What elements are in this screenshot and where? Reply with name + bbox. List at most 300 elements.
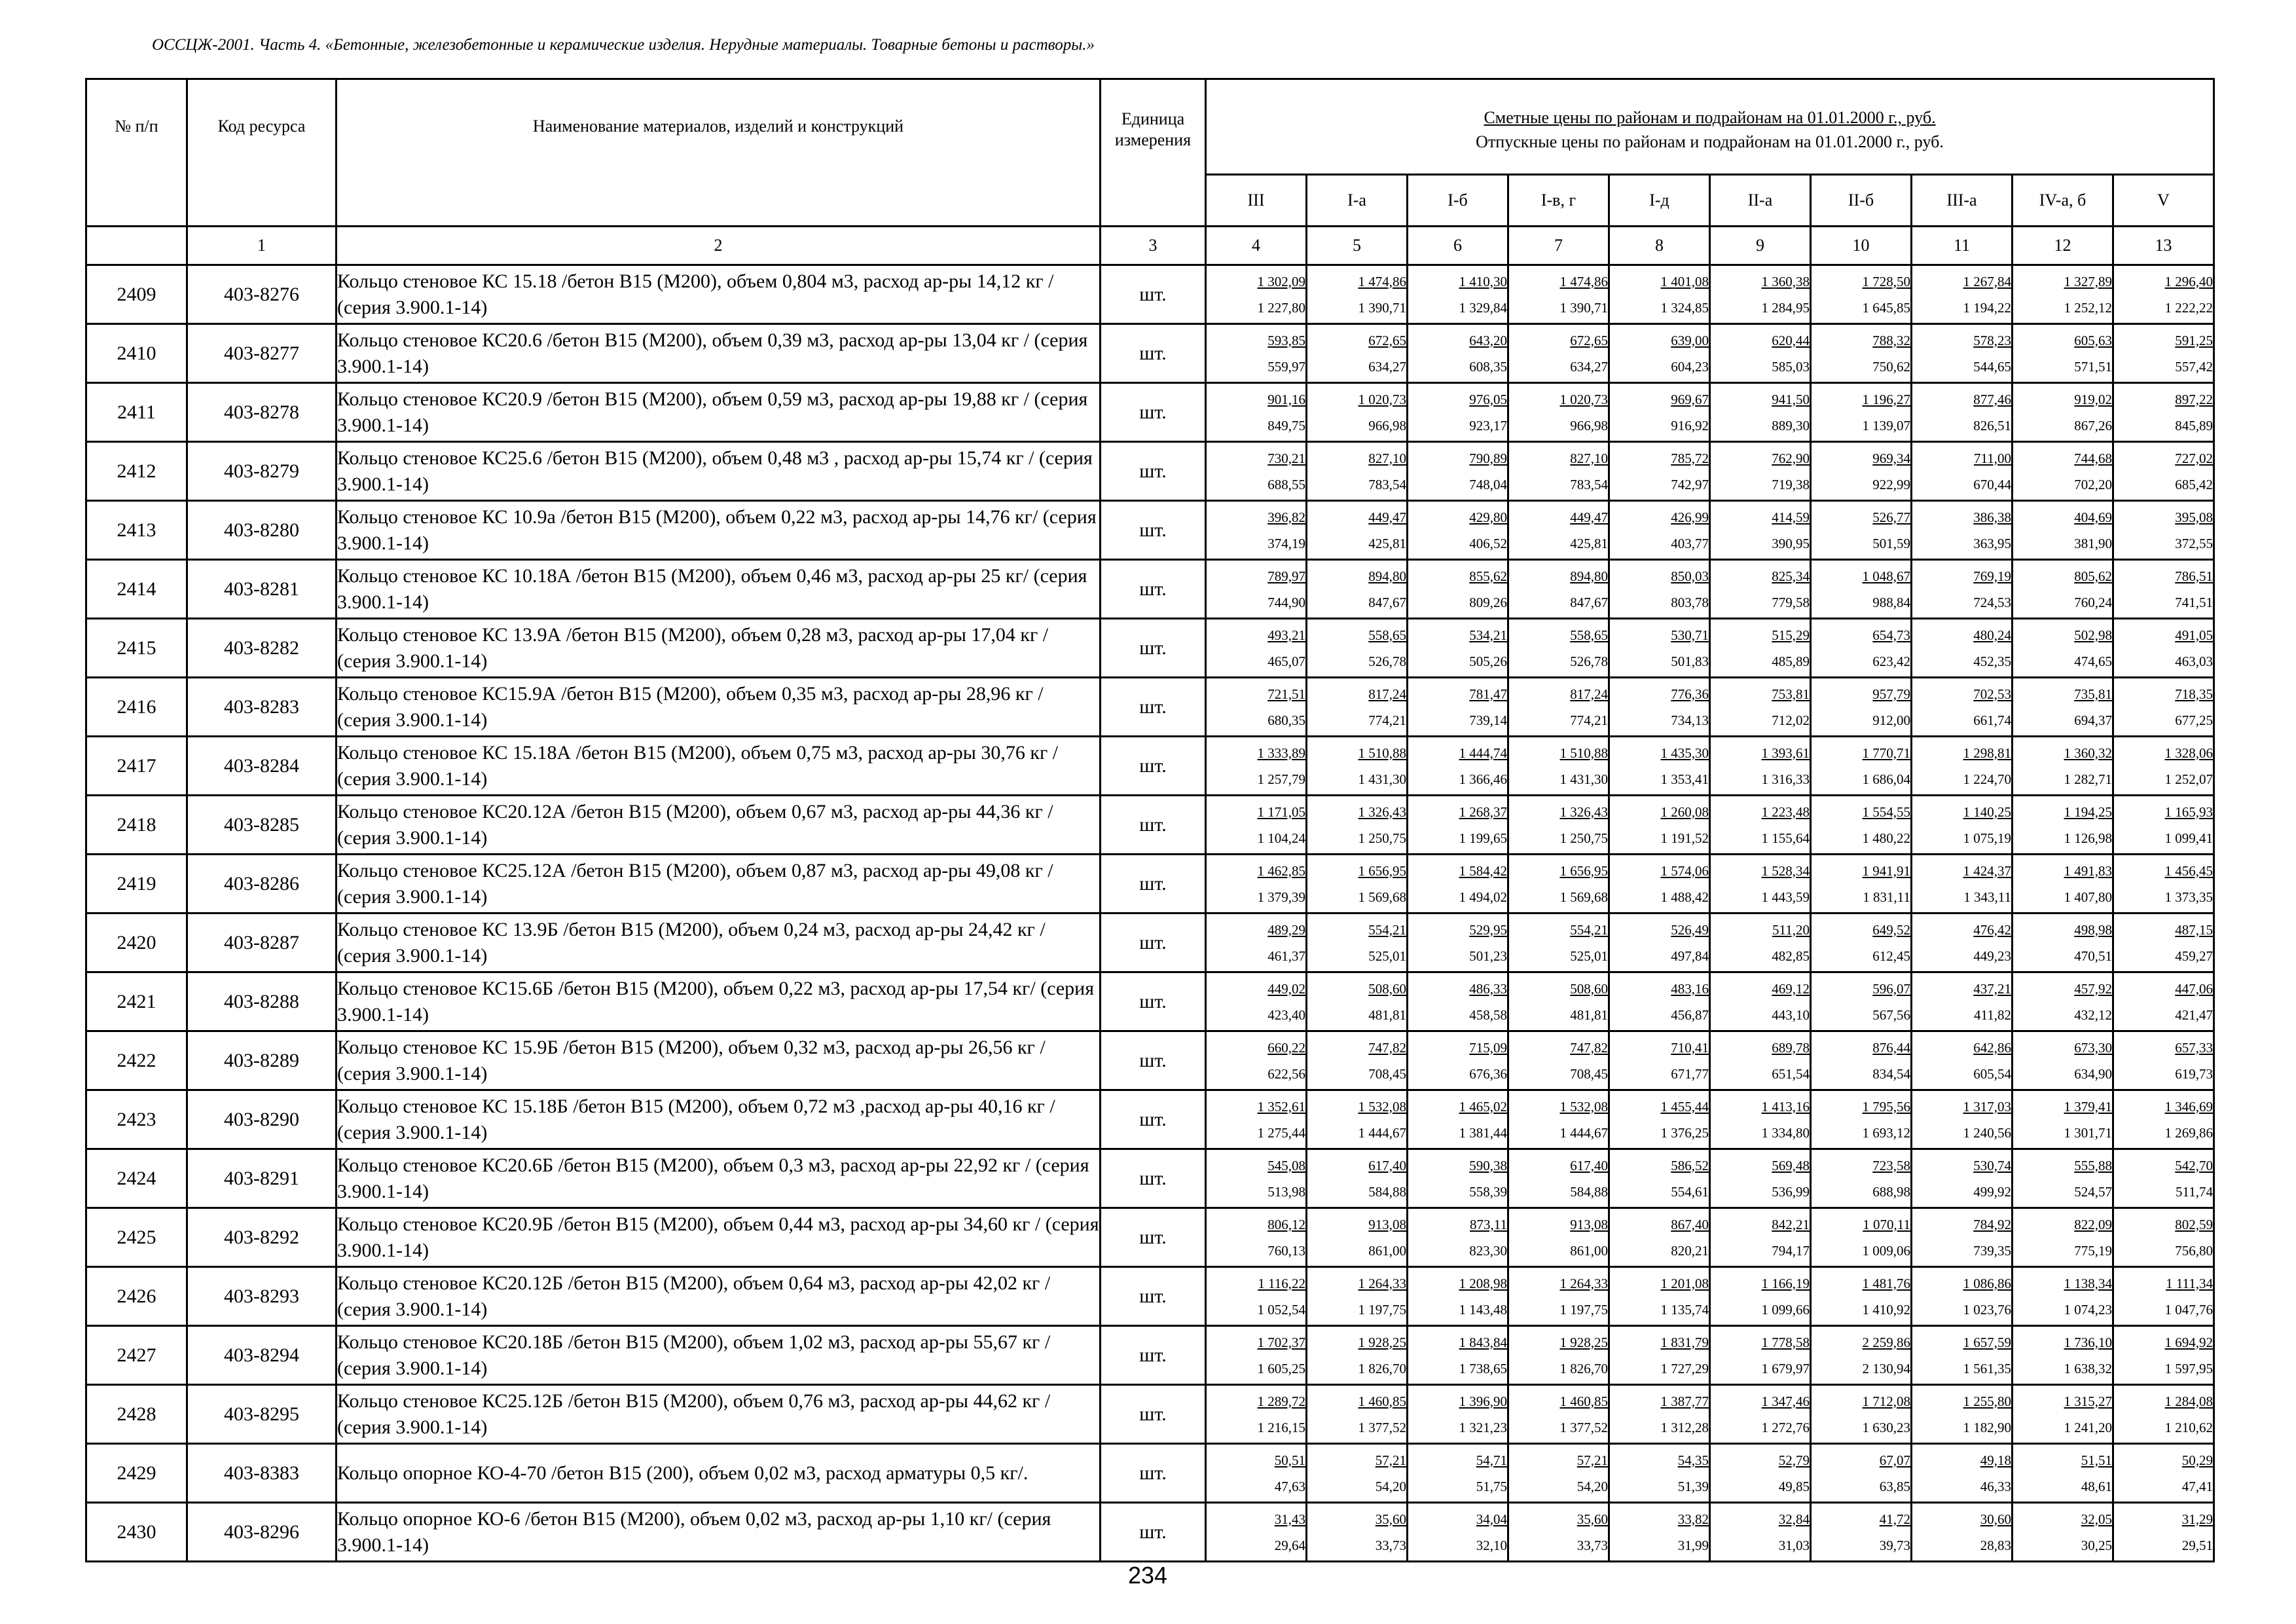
wholesale-price: 1 407,80: [2064, 889, 2112, 905]
estimate-price: 1 255,80: [1963, 1393, 2011, 1409]
estimate-price: 642,86: [1973, 1039, 2011, 1056]
price-cell: [1206, 383, 1307, 442]
wholesale-price: 739,14: [1469, 712, 1507, 728]
wholesale-price: 54,20: [1375, 1478, 1406, 1494]
estimate-price: 711,00: [1974, 450, 2011, 466]
unit-of-measure: шт.: [1101, 737, 1206, 796]
prices-caption-estimate: Сметные цены по районам и подрайонам на 01.01.2000 г., руб.: [1484, 108, 1936, 128]
estimate-price: 530,74: [1973, 1157, 2011, 1173]
price-cell: [1408, 1385, 1508, 1444]
price-cell: [1206, 1444, 1307, 1503]
price-cell: [1508, 619, 1609, 678]
estimate-price: 1 289,72: [1257, 1393, 1305, 1409]
row-number: 2429: [86, 1444, 187, 1503]
wholesale-price: 1 074,23: [2064, 1301, 2112, 1318]
price-cell: [1912, 560, 2013, 619]
wholesale-price: 554,61: [1671, 1183, 1709, 1200]
price-cell: [1811, 972, 1912, 1031]
wholesale-price: 1 047,76: [2164, 1301, 2214, 1318]
column-number: 4: [1206, 227, 1307, 265]
price-cell: [1508, 855, 1609, 913]
estimate-price: 877,46: [1973, 391, 2011, 407]
wholesale-price: 670,44: [1973, 476, 2011, 492]
row-number: 2415: [86, 619, 187, 678]
material-name: Кольцо стеновое КС25.6 /бетон В15 (М200), объем 0,48 м3 , расход ар-ры 15,74 кг / (серия 3.900.1-14): [337, 442, 1101, 501]
wholesale-price: 465,07: [1267, 653, 1305, 669]
price-cell: [1206, 1385, 1307, 1444]
estimate-price: 762,90: [1772, 450, 1810, 466]
estimate-price: 649,52: [1872, 921, 1910, 938]
price-cell: [1912, 324, 2013, 383]
price-cell: [1912, 1385, 2013, 1444]
price-cell: [1710, 560, 1811, 619]
wholesale-price: 634,90: [2074, 1065, 2112, 1082]
price-cell: [1609, 796, 1710, 855]
resource-code: 403-8276: [187, 265, 337, 324]
wholesale-price: 623,42: [1872, 653, 1910, 669]
price-cell: [1912, 796, 2013, 855]
estimate-price: 1 778,58: [1761, 1334, 1810, 1350]
price-cell: [1206, 1090, 1307, 1149]
material-name: Кольцо стеновое КС20.6Б /бетон В15 (М200), объем 0,3 м3, расход ар-ры 22,92 кг / (серия 3.900.1-14): [337, 1149, 1101, 1208]
wholesale-price: 634,27: [1570, 358, 1608, 375]
price-cell: [1508, 737, 1609, 796]
estimate-price: 1 020,73: [1358, 391, 1406, 407]
wholesale-price: 1 052,54: [1257, 1301, 1305, 1318]
wholesale-price: 677,25: [2175, 712, 2214, 728]
wholesale-price: 922,99: [1872, 476, 1910, 492]
price-cell: [1811, 796, 1912, 855]
estimate-price: 1 111,34: [2166, 1275, 2214, 1291]
estimate-price: 1 201,08: [1660, 1275, 1709, 1291]
price-cell: [1206, 560, 1307, 619]
price-cell: [2013, 619, 2113, 678]
price-cell: [1710, 1385, 1811, 1444]
region-header: III-а: [1912, 174, 2013, 226]
unit-of-measure: шт.: [1101, 1208, 1206, 1267]
estimate-price: 34,04: [1476, 1511, 1507, 1527]
estimate-price: 802,59: [2175, 1216, 2214, 1232]
estimate-price: 498,98: [2074, 921, 2112, 938]
table-row: [86, 1149, 2214, 1208]
wholesale-price: 1 301,71: [2064, 1124, 2112, 1141]
price-cell: [1408, 1090, 1508, 1149]
estimate-price: 449,02: [1267, 980, 1305, 997]
price-cell: [1307, 1326, 1408, 1385]
resource-code: 403-8291: [187, 1149, 337, 1208]
price-cell: [2113, 501, 2214, 560]
estimate-price: 396,82: [1267, 509, 1305, 525]
wholesale-price: 557,42: [2175, 358, 2214, 375]
price-cell: [1408, 383, 1508, 442]
column-number-row: [86, 227, 2214, 265]
estimate-price: 702,53: [1973, 686, 2011, 702]
page-number: 234: [1127, 1562, 1168, 1589]
wholesale-price: 1 216,15: [1257, 1419, 1305, 1435]
price-cell: [2113, 972, 2214, 1031]
wholesale-price: 849,75: [1267, 417, 1305, 434]
estimate-price: 789,97: [1267, 568, 1305, 584]
price-cell: [1912, 1503, 2013, 1562]
price-cell: [2013, 442, 2113, 501]
price-cell: [2113, 1090, 2214, 1149]
estimate-price: 529,95: [1469, 921, 1507, 938]
price-cell: [1609, 1208, 1710, 1267]
price-cell: [1508, 1267, 1609, 1326]
price-cell: [1307, 913, 1408, 972]
estimate-price: 827,10: [1368, 450, 1406, 466]
row-number: 2426: [86, 1267, 187, 1326]
price-cell: [1508, 501, 1609, 560]
price-cell: [1508, 972, 1609, 1031]
wholesale-price: 1 379,39: [1257, 889, 1305, 905]
price-cell: [1710, 383, 1811, 442]
estimate-price: 855,62: [1469, 568, 1507, 584]
price-cell: [2013, 265, 2113, 324]
price-cell: [1307, 442, 1408, 501]
price-cell: [2013, 501, 2113, 560]
price-cell: [2013, 1031, 2113, 1090]
row-number: 2419: [86, 855, 187, 913]
col-header-prices: [1206, 79, 2214, 175]
wholesale-price: 1 194,22: [1963, 299, 2011, 316]
material-name: Кольцо стеновое КС 15.18Б /бетон В15 (М200), объем 0,72 м3 ,расход ар-ры 40,16 кг / (серия 3.900.1-14): [337, 1090, 1101, 1149]
wholesale-price: 584,88: [1368, 1183, 1406, 1200]
region-header: IV-а, б: [2013, 174, 2113, 226]
table-row: [86, 442, 2214, 501]
price-cell: [1710, 1208, 1811, 1267]
estimate-price: 578,23: [1973, 332, 2011, 348]
estimate-price: 476,42: [1973, 921, 2011, 938]
wholesale-price: 834,54: [1872, 1065, 1910, 1082]
price-cell: [2113, 678, 2214, 737]
wholesale-price: 966,98: [1570, 417, 1608, 434]
estimate-price: 590,38: [1469, 1157, 1507, 1173]
wholesale-price: 1 826,70: [1358, 1360, 1406, 1376]
wholesale-price: 1 199,65: [1459, 830, 1507, 846]
document-header: ОССЦЖ-2001. Часть 4. «Бетонные, железобетонные и керамические изделия. Нерудные материалы. Товарные бетоны и растворы.»: [152, 36, 1095, 54]
region-header: I-в, г: [1508, 174, 1609, 226]
price-cell: [1710, 501, 1811, 560]
estimate-price: 957,79: [1872, 686, 1910, 702]
wholesale-price: 1 104,24: [1257, 830, 1305, 846]
wholesale-price: 2 130,94: [1862, 1360, 1910, 1376]
wholesale-price: 1 197,75: [1358, 1301, 1406, 1318]
wholesale-price: 443,10: [1772, 1006, 1810, 1023]
resource-code: 403-8278: [187, 383, 337, 442]
price-cell: [2013, 737, 2113, 796]
wholesale-price: 1 272,76: [1761, 1419, 1810, 1435]
table-row: [86, 855, 2214, 913]
estimate-price: 805,62: [2074, 568, 2112, 584]
estimate-price: 491,05: [2175, 627, 2214, 643]
wholesale-price: 33,73: [1375, 1537, 1406, 1553]
estimate-price: 1 491,83: [2064, 862, 2112, 879]
estimate-price: 1 413,16: [1761, 1098, 1810, 1115]
wholesale-price: 1 480,22: [1862, 830, 1910, 846]
price-cell: [2113, 855, 2214, 913]
estimate-price: 1 298,81: [1963, 745, 2011, 761]
price-cell: [1609, 619, 1710, 678]
wholesale-price: 470,51: [2074, 948, 2112, 964]
price-cell: [1811, 442, 1912, 501]
estimate-price: 558,65: [1570, 627, 1608, 643]
wholesale-price: 1 390,71: [1358, 299, 1406, 316]
wholesale-price: 1 126,98: [2064, 830, 2112, 846]
resource-code: 403-8279: [187, 442, 337, 501]
estimate-price: 35,60: [1576, 1511, 1608, 1527]
price-cell: [1609, 1149, 1710, 1208]
estimate-price: 1 401,08: [1660, 273, 1709, 289]
estimate-price: 1 410,30: [1459, 273, 1507, 289]
estimate-price: 32,84: [1778, 1511, 1810, 1527]
price-cell: [1508, 1031, 1609, 1090]
wholesale-price: 966,98: [1368, 417, 1406, 434]
estimate-price: 447,06: [2175, 980, 2214, 997]
estimate-price: 449,47: [1570, 509, 1608, 525]
wholesale-price: 425,81: [1368, 535, 1406, 551]
price-cell: [2113, 913, 2214, 972]
row-number: 2412: [86, 442, 187, 501]
wholesale-price: 31,03: [1778, 1537, 1810, 1553]
material-name: Кольцо стеновое КС20.9Б /бетон В15 (М200), объем 0,44 м3, расход ар-ры 34,60 кг / (серия 3.900.1-14): [337, 1208, 1101, 1267]
price-cell: [1912, 265, 2013, 324]
price-cell: [1508, 1208, 1609, 1267]
wholesale-price: 406,52: [1469, 535, 1507, 551]
estimate-price: 487,15: [2175, 921, 2214, 938]
table-row: [86, 560, 2214, 619]
wholesale-price: 463,03: [2175, 653, 2214, 669]
wholesale-price: 1 376,25: [1660, 1124, 1709, 1141]
price-cell: [2113, 1031, 2214, 1090]
wholesale-price: 912,00: [1872, 712, 1910, 728]
price-cell: [1206, 1031, 1307, 1090]
estimate-price: 57,21: [1576, 1452, 1608, 1468]
estimate-price: 1 831,79: [1660, 1334, 1709, 1350]
column-number-blank: [86, 227, 187, 265]
price-cell: [1408, 1031, 1508, 1090]
price-cell: [2013, 1503, 2113, 1562]
wholesale-price: 1 381,44: [1459, 1124, 1507, 1141]
price-cell: [1811, 1031, 1912, 1090]
price-cell: [1912, 678, 2013, 737]
price-cell: [1307, 972, 1408, 1031]
estimate-price: 657,33: [2175, 1039, 2214, 1056]
price-cell: [1912, 1444, 2013, 1503]
wholesale-price: 30,25: [2081, 1537, 2112, 1553]
estimate-price: 976,05: [1469, 391, 1507, 407]
price-cell: [2113, 1503, 2214, 1562]
estimate-price: 1 694,92: [2164, 1334, 2214, 1350]
estimate-price: 788,32: [1872, 332, 1910, 348]
resource-code: 403-8289: [187, 1031, 337, 1090]
price-cell: [1206, 501, 1307, 560]
price-cell: [1609, 1444, 1710, 1503]
estimate-price: 1 393,61: [1761, 745, 1810, 761]
wholesale-price: 661,74: [1973, 712, 2011, 728]
estimate-price: 1 326,43: [1358, 803, 1406, 820]
wholesale-price: 49,85: [1778, 1478, 1810, 1494]
wholesale-price: 1 227,80: [1257, 299, 1305, 316]
price-cell: [2113, 796, 2214, 855]
wholesale-price: 861,00: [1570, 1242, 1608, 1259]
price-cell: [2113, 737, 2214, 796]
estimate-price: 1 352,61: [1257, 1098, 1305, 1115]
wholesale-price: 511,74: [2176, 1183, 2214, 1200]
wholesale-price: 48,61: [2081, 1478, 2112, 1494]
estimate-price: 508,60: [1570, 980, 1608, 997]
region-header: II-б: [1811, 174, 1912, 226]
price-cell: [1508, 796, 1609, 855]
price-cell: [1710, 796, 1811, 855]
estimate-price: 620,44: [1772, 332, 1810, 348]
wholesale-price: 524,57: [2074, 1183, 2112, 1200]
price-cell: [2113, 1444, 2214, 1503]
price-cell: [1811, 324, 1912, 383]
wholesale-price: 481,81: [1368, 1006, 1406, 1023]
price-cell: [1811, 1503, 1912, 1562]
price-cell: [1710, 1149, 1811, 1208]
wholesale-price: 456,87: [1671, 1006, 1709, 1023]
unit-of-measure: шт.: [1101, 619, 1206, 678]
price-cell: [1408, 913, 1508, 972]
estimate-price: 1 165,93: [2164, 803, 2214, 820]
table-row: [86, 324, 2214, 383]
wholesale-price: 1 241,20: [2064, 1419, 2112, 1435]
resource-code: 403-8281: [187, 560, 337, 619]
estimate-price: 54,71: [1476, 1452, 1507, 1468]
wholesale-price: 1 143,48: [1459, 1301, 1507, 1318]
table-row: [86, 265, 2214, 324]
price-cell: [2113, 383, 2214, 442]
wholesale-price: 1 377,52: [1358, 1419, 1406, 1435]
estimate-price: 1 460,85: [1559, 1393, 1608, 1409]
price-cell: [1811, 1149, 1912, 1208]
wholesale-price: 403,77: [1671, 535, 1709, 551]
wholesale-price: 1 099,41: [2164, 830, 2214, 846]
estimate-price: 873,11: [1470, 1216, 1507, 1232]
price-cell: [1307, 1385, 1408, 1444]
price-cell: [1710, 324, 1811, 383]
estimate-price: 769,19: [1973, 568, 2011, 584]
wholesale-price: 1 826,70: [1559, 1360, 1608, 1376]
estimate-price: 54,35: [1677, 1452, 1709, 1468]
price-cell: [2013, 1090, 2113, 1149]
wholesale-price: 28,83: [1980, 1537, 2011, 1553]
wholesale-price: 702,20: [2074, 476, 2112, 492]
table-row: [86, 913, 2214, 972]
table-row: [86, 383, 2214, 442]
material-name: Кольцо стеновое КС25.12А /бетон В15 (М200), объем 0,87 м3, расход ар-ры 49,08 кг / (серия 3.900.1-14): [337, 855, 1101, 913]
region-header: II-а: [1710, 174, 1811, 226]
price-cell: [1710, 1267, 1811, 1326]
estimate-price: 1 584,42: [1459, 862, 1507, 879]
price-cell: [1307, 1090, 1408, 1149]
wholesale-price: 708,45: [1570, 1065, 1608, 1082]
wholesale-price: 1 240,56: [1963, 1124, 2011, 1141]
estimate-price: 1 171,05: [1257, 803, 1305, 820]
price-cell: [1408, 501, 1508, 560]
price-table: [85, 78, 2215, 1562]
estimate-price: 1 456,45: [2164, 862, 2214, 879]
wholesale-price: 861,00: [1368, 1242, 1406, 1259]
price-cell: [1408, 796, 1508, 855]
estimate-price: 542,70: [2175, 1157, 2214, 1173]
row-number: 2424: [86, 1149, 187, 1208]
price-cell: [2013, 383, 2113, 442]
unit-of-measure: шт.: [1101, 383, 1206, 442]
material-name: Кольцо стеновое КС 15.9Б /бетон В15 (М200), объем 0,32 м3, расход ар-ры 26,56 кг / (серия 3.900.1-14): [337, 1031, 1101, 1090]
price-cell: [1206, 737, 1307, 796]
wholesale-price: 1 377,52: [1559, 1419, 1608, 1435]
estimate-price: 1 208,98: [1459, 1275, 1507, 1291]
price-cell: [2113, 442, 2214, 501]
column-number: 1: [187, 227, 337, 265]
estimate-price: 50,51: [1274, 1452, 1305, 1468]
wholesale-price: 748,04: [1469, 476, 1507, 492]
wholesale-price: 47,63: [1274, 1478, 1305, 1494]
wholesale-price: 421,47: [2175, 1006, 2214, 1023]
estimate-price: 1 296,40: [2164, 273, 2214, 289]
estimate-price: 569,48: [1772, 1157, 1810, 1173]
estimate-price: 67,07: [1879, 1452, 1910, 1468]
price-cell: [1206, 265, 1307, 324]
price-cell: [1710, 737, 1811, 796]
estimate-price: 30,60: [1980, 1511, 2011, 1527]
wholesale-price: 783,54: [1368, 476, 1406, 492]
estimate-price: 554,21: [1368, 921, 1406, 938]
estimate-price: 1 795,56: [1862, 1098, 1910, 1115]
estimate-price: 747,82: [1368, 1039, 1406, 1056]
price-cell: [2013, 560, 2113, 619]
estimate-price: 1 481,76: [1862, 1275, 1910, 1291]
wholesale-price: 46,33: [1980, 1478, 2011, 1494]
estimate-price: 781,47: [1469, 686, 1507, 702]
estimate-price: 1 166,19: [1761, 1275, 1810, 1291]
wholesale-price: 432,12: [2074, 1006, 2112, 1023]
region-header: I-а: [1307, 174, 1408, 226]
wholesale-price: 608,35: [1469, 358, 1507, 375]
price-cell: [1710, 442, 1811, 501]
estimate-price: 1 070,11: [1863, 1216, 1910, 1232]
estimate-price: 825,34: [1772, 568, 1810, 584]
estimate-price: 35,60: [1375, 1511, 1406, 1527]
estimate-price: 1 140,25: [1963, 803, 2011, 820]
material-name: Кольцо стеновое КС20.12Б /бетон В15 (М200), объем 0,64 м3, расход ар-ры 42,02 кг / (серия 3.900.1-14): [337, 1267, 1101, 1326]
column-number: 8: [1609, 227, 1710, 265]
wholesale-price: 775,19: [2074, 1242, 2112, 1259]
estimate-price: 1 474,86: [1358, 273, 1406, 289]
estimate-price: 526,49: [1671, 921, 1709, 938]
wholesale-price: 501,23: [1469, 948, 1507, 964]
price-cell: [1609, 737, 1710, 796]
wholesale-price: 1 569,68: [1358, 889, 1406, 905]
table-row: [86, 1503, 2214, 1562]
wholesale-price: 680,35: [1267, 712, 1305, 728]
wholesale-price: 1 645,85: [1862, 299, 1910, 316]
estimate-price: 483,16: [1671, 980, 1709, 997]
wholesale-price: 1 693,12: [1862, 1124, 1910, 1141]
estimate-price: 558,65: [1368, 627, 1406, 643]
wholesale-price: 1 373,35: [2164, 889, 2214, 905]
wholesale-price: 423,40: [1267, 1006, 1305, 1023]
row-number: 2423: [86, 1090, 187, 1149]
wholesale-price: 719,38: [1772, 476, 1810, 492]
price-cell: [1609, 678, 1710, 737]
wholesale-price: 1 630,23: [1862, 1419, 1910, 1435]
price-cell: [1508, 383, 1609, 442]
estimate-price: 1 532,08: [1358, 1098, 1406, 1115]
